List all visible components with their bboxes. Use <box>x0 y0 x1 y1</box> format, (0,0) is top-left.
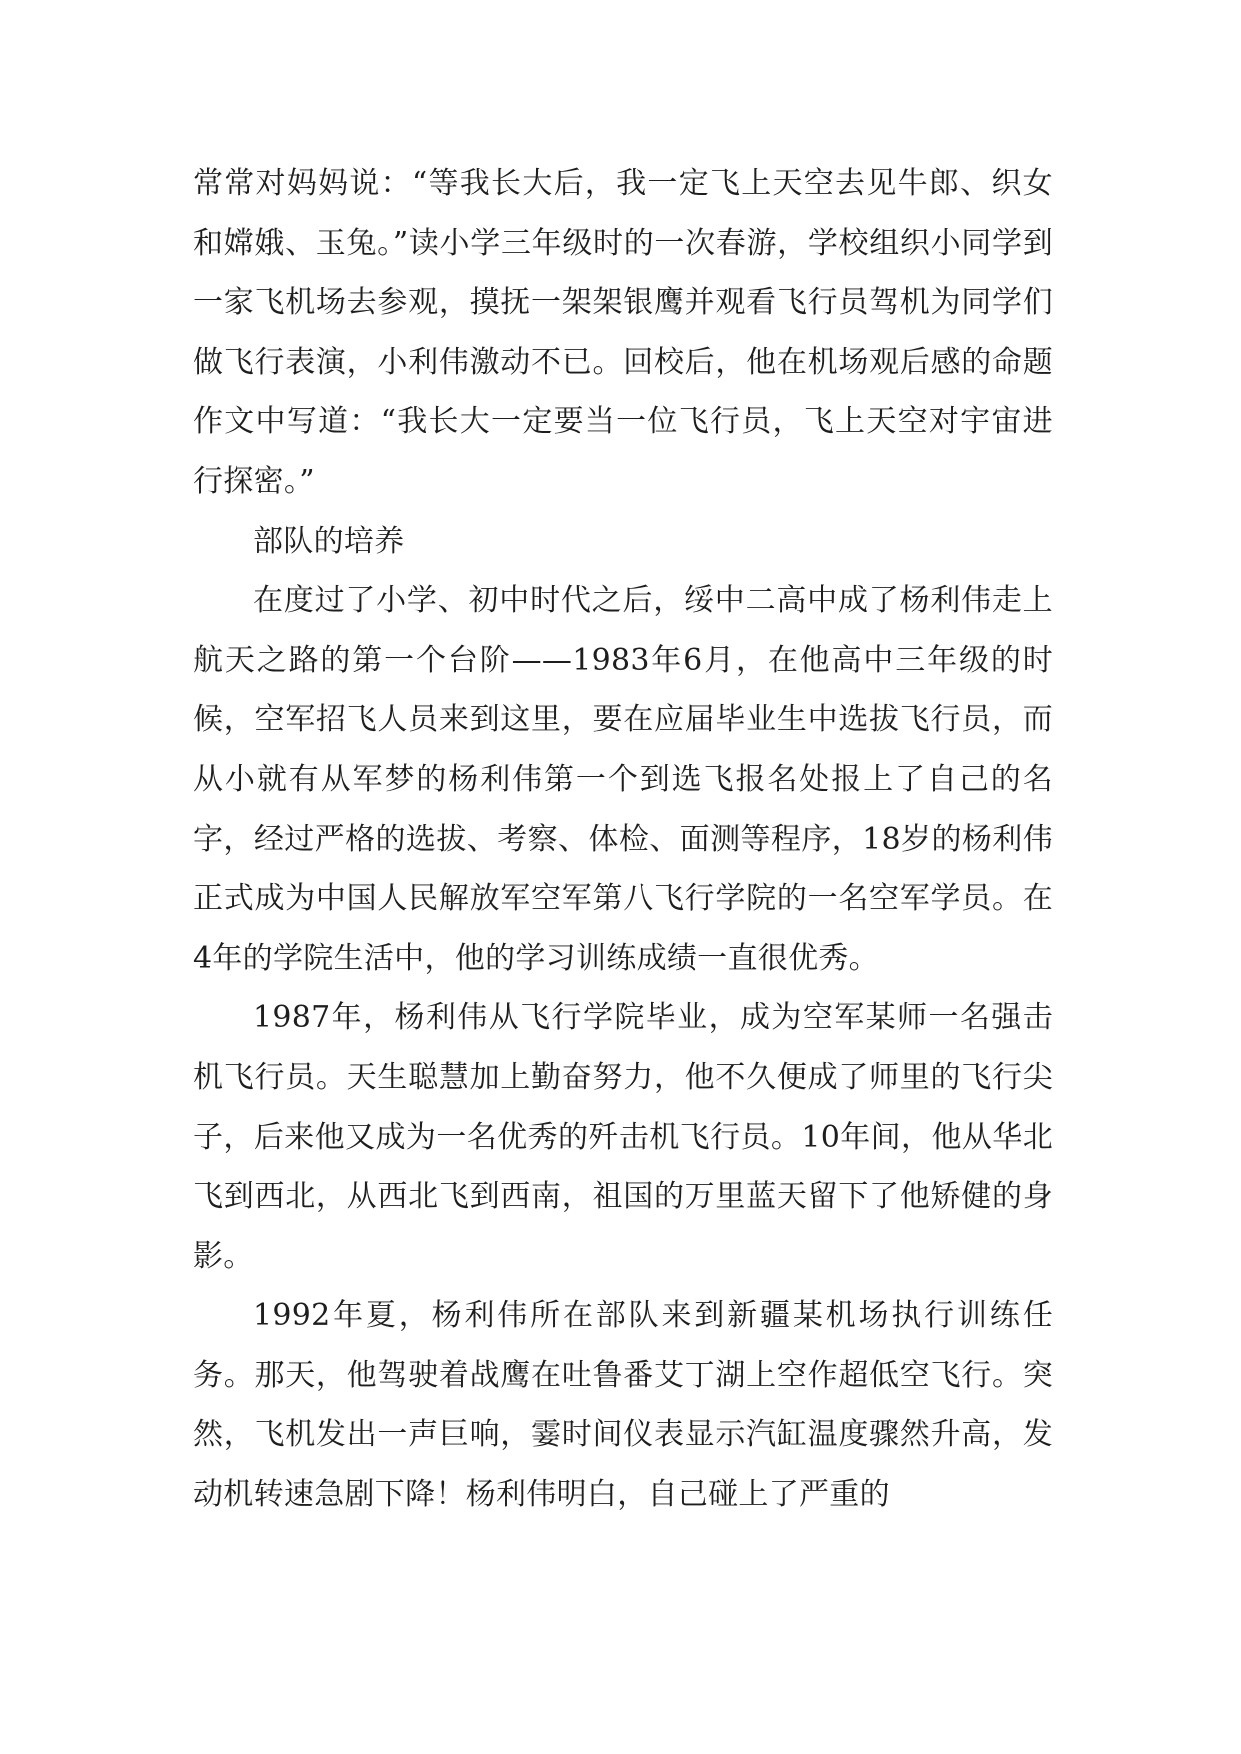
section-heading-army-training: 部队的培养 <box>253 523 405 559</box>
paragraph-pilot-selection: 在度过了小学、初中时代之后，绥中二高中成了杨利伟走上航天之路的第一个台阶——1983年6月，在他高中三年级的时候，空军招飞人员来到这里，要在应届毕业生中选拔飞行员，而从小就有从军梦的杨利伟第一个到选飞报名处报上了自己的名字，经过严格的选拔、考察、体检、面测等程序，18岁的杨利伟正式成为中国人民解放军空军第八飞行学院的一名空军学员。在4年的学院生活中，他的学习训练成绩一直很优秀。 <box>193 583 1053 976</box>
paragraph-xinjiang-flight: 1992年夏，杨利伟所在部队来到新疆某机场执行训练任务。那天，他驾驶着战鹰在吐鲁番艾丁湖上空作超低空飞行。突然，飞机发出一声巨响，霎时间仪表显示汽缸温度骤然升高，发动机转速急剧下降！杨利伟明白，自己碰上了严重的 <box>193 1298 1053 1513</box>
paragraph-graduation: 1987年，杨利伟从飞行学院毕业，成为空军某师一名强击机飞行员。天生聪慧加上勤奋努力，他不久便成了师里的飞行尖子，后来他又成为一名优秀的歼击机飞行员。10年间，他从华北飞到西北，从西北飞到西南，祖国的万里蓝天留下了他矫健的身影。 <box>193 1000 1053 1274</box>
paragraph-childhood-dream: 常常对妈妈说：“等我长大后，我一定飞上天空去见牛郎、织女和嫦娥、玉兔。”读小学三年级时的一次春游，学校组织小同学到一家飞机场去参观，摸抚一架架银鹰并观看飞行员驾机为同学们做飞行表演，小利伟激动不已。回校后，他在机场观后感的命题作文中写道：“我长大一定要当一位飞行员，飞上天空对宇宙进行探密。” <box>193 166 1053 499</box>
document-body <box>193 154 1053 1525</box>
